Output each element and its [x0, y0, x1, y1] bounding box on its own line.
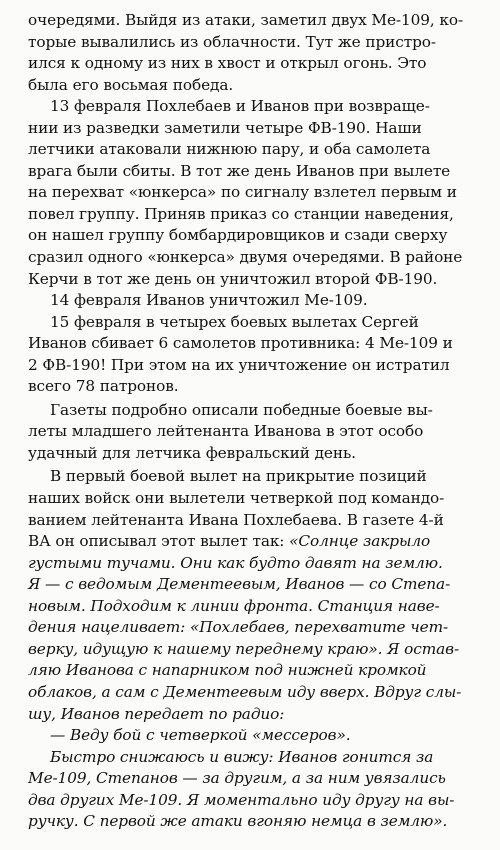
- paragraph-continuation: очередями. Выйдя из атаки, заметил двух Ме-109, ко- торые вывалились из облачности. Тут же пристро- ился к одному из них в хвост и открыл огонь. Это была его восьмая победа.: [28, 11, 464, 94]
- quote-start: «Солнце закрыло густыми тучами. Они как будто давят на землю. Я — с ведомым Дементеевым, Иванов — со Степа- новым. Подходим к линии фронта. Станция наве- дения нацеливает: «Похлебаев, перехватите чет- верку, идущую к нашему переднему краю». Я остав- ляю Иванова с напарником под нижней кромкой облаков, а сам с Дементеевым иду вверх. Вдруг слы- шу, Иванов передает по радио:: [28, 532, 462, 723]
- first-sortie-text: В первый боевой вылет на прикрытие позиций наших войск они вылетели четверкой под командо- ванием лейтенанта Ивана Похлебаева. В газете 4-й ВА он описывал этот вылет так:: [28, 467, 445, 551]
- paragraph-feb-15: 15 февраля в четырех боевых вылетах Сергей Иванов сбивает 6 самолетов противника: 4 Ме-109 и 2 ФВ-190! При этом на их уничтожение он истратил всего 78 патронов.: [28, 312, 453, 396]
- paragraph-feb-13: 13 февраля Похлебаев и Иванов при возвраще- нии из разведки заметили четыре ФВ-190. Наши летчики атаковали нижнюю пару, и оба самолета врага были сбиты. В тот же день Иванов при вылете на перехват «юнкерса» по сигналу взлетел первым и повел группу. Приняв приказ со станции наведения, он нашел группу бомбардировщиков и сзади сверху сразил одного «юнкерса» двумя очередями. В районе Керчи в тот же день он уничтожил второй ФВ-190.: [28, 97, 463, 288]
- paragraph-newspapers: Газеты подробно описали победные боевые вы- леты младшего лейтенанта Иванова в этот особо удачный для летчика февральский день.: [28, 400, 433, 462]
- paragraph-feb-14: 14 февраля Иванов уничтожил Ме-109.: [50, 291, 368, 310]
- quote-end: Быстро снижаюсь и вижу: Иванов гонится за Ме-109, Степанов — за другим, а за ним увязались два других Ме-109. Я моментально иду другу на вы- ручку. С первой же атаки вгоняю немца в землю».: [28, 747, 455, 831]
- quote-dialog-line: — Веду бой с четверкой «мессеров».: [50, 726, 351, 745]
- paragraph-first-sortie: [28, 466, 477, 725]
